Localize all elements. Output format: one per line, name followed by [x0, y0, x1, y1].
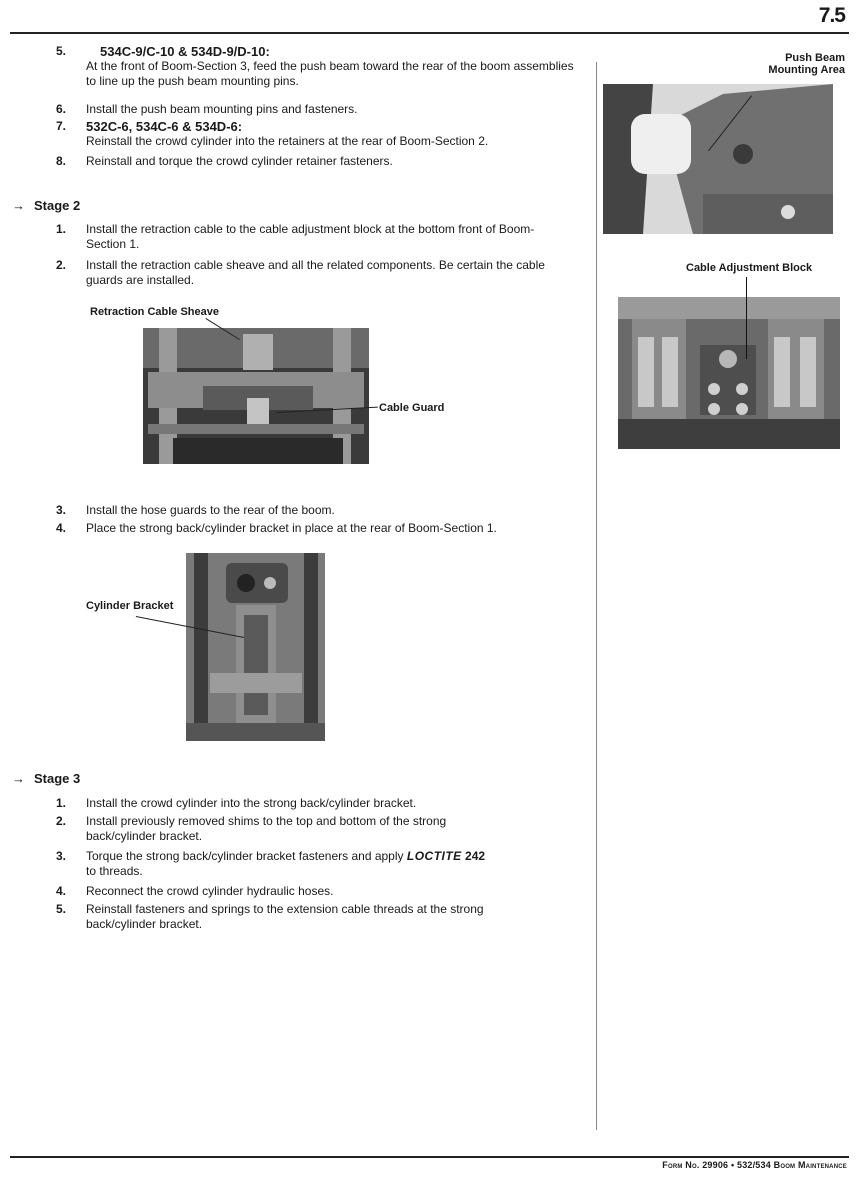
- stage-3-step-4: [56, 884, 576, 899]
- stage-3-step-2: [56, 814, 576, 844]
- step-6: [56, 102, 576, 117]
- step-7: [56, 119, 576, 149]
- leader-line: [746, 277, 747, 359]
- callout-cable-guard: Cable Guard: [379, 402, 445, 414]
- stage-3-step-5: [56, 902, 576, 932]
- callout-cable-adjustment-block: Cable Adjustment Block: [686, 262, 813, 274]
- step-text: Place the strong back/cylinder bracket in place at the rear of Boom-Section 1.: [86, 521, 497, 535]
- step-number: 2.: [56, 258, 67, 272]
- stage-title: Stage 2: [34, 198, 81, 213]
- step-text-continued: to threads.: [86, 864, 143, 878]
- push-beam-photo: [603, 84, 833, 234]
- section-number: 7.5: [818, 4, 845, 27]
- cable-adjustment-block-photo: [618, 297, 840, 449]
- step-text: Install the push beam mounting pins and fasteners.: [86, 102, 358, 116]
- step-text: Install the hose guards to the rear of the boom.: [86, 503, 335, 517]
- header-rule: [10, 32, 849, 34]
- footer-rule: [10, 1156, 849, 1158]
- push-beam-photo-art: [603, 84, 833, 234]
- stage-2-step-2: [56, 258, 576, 288]
- step-number: 2.: [56, 814, 67, 828]
- step-text: Reinstall fasteners and springs to the extension cable threads at the strong back/cylinder bracket.: [86, 902, 484, 931]
- footer-form-number: Form No. 29906 • 532/534 Boom Maintenance: [662, 1160, 847, 1170]
- model-heading: 532C-6, 534C-6 & 534D-6:: [86, 119, 243, 134]
- stage-3-heading: [12, 771, 80, 786]
- step-text: Reinstall and torque the crowd cylinder retainer fasteners.: [86, 154, 393, 168]
- loctite-brand: LOCTITE: [406, 849, 462, 863]
- step-number: 4.: [56, 884, 67, 898]
- step-text: Install previously removed shims to the top and bottom of the strong back/cylinder bracket.: [86, 814, 447, 843]
- stage-2-step-3: [56, 503, 576, 518]
- step-text: Install the retraction cable to the cable adjustment block at the bottom front of Boom-Section 1.: [86, 222, 535, 251]
- model-heading: 534C-9/C-10 & 534D-9/D-10:: [100, 44, 270, 59]
- step-number: 5.: [56, 902, 67, 916]
- stage-2-step-4: [56, 521, 576, 536]
- step-text: Install the crowd cylinder into the strong back/cylinder bracket.: [86, 796, 417, 810]
- step-5: [56, 44, 576, 89]
- stage-3-step-3: [56, 849, 576, 879]
- step-number: 7.: [56, 119, 67, 133]
- step-text: At the front of Boom-Section 3, feed the push beam toward the rear of the boom assemblies to line up the push beam mounting pins.: [86, 59, 574, 88]
- step-number: 3.: [56, 849, 67, 863]
- step-number: 1.: [56, 222, 67, 236]
- arrow-right-icon: →: [12, 198, 25, 213]
- step-number: 3.: [56, 503, 67, 517]
- step-number: 8.: [56, 154, 67, 168]
- step-number: 6.: [56, 102, 67, 116]
- step-number: 5.: [56, 44, 67, 58]
- stage-title: Stage 3: [34, 771, 81, 786]
- column-divider: [596, 62, 597, 1130]
- stage-2-step-1: [56, 222, 576, 252]
- step-number: 4.: [56, 521, 67, 535]
- step-text: Reconnect the crowd cylinder hydraulic hoses.: [86, 884, 334, 898]
- arrow-right-icon: →: [12, 771, 25, 786]
- step-text: Install the retraction cable sheave and all the related components. Be certain the cable guards are installed.: [86, 258, 545, 287]
- step-text: Reinstall the crowd cylinder into the retainers at the rear of Boom-Section 2.: [86, 134, 489, 148]
- stage-3-step-1: [56, 796, 576, 811]
- step-number: 1.: [56, 796, 67, 810]
- callout-retraction-cable-sheave: Retraction Cable Sheave: [90, 306, 219, 318]
- stage-2-heading: [12, 198, 80, 213]
- callout-push-beam-mounting-area: Push Beam Mounting Area: [768, 52, 845, 76]
- step-text: Torque the strong back/cylinder bracket fasteners and apply: [86, 849, 407, 863]
- callout-cylinder-bracket: Cylinder Bracket: [86, 600, 174, 612]
- sheave-photo-art: [143, 328, 369, 464]
- cylinder-bracket-photo: [186, 553, 325, 741]
- bracket-photo-art: [186, 553, 325, 741]
- step-8: [56, 154, 576, 169]
- loctite-number: 242: [465, 849, 486, 863]
- retraction-cable-sheave-photo: [143, 328, 369, 464]
- cable-block-photo-art: [618, 297, 840, 449]
